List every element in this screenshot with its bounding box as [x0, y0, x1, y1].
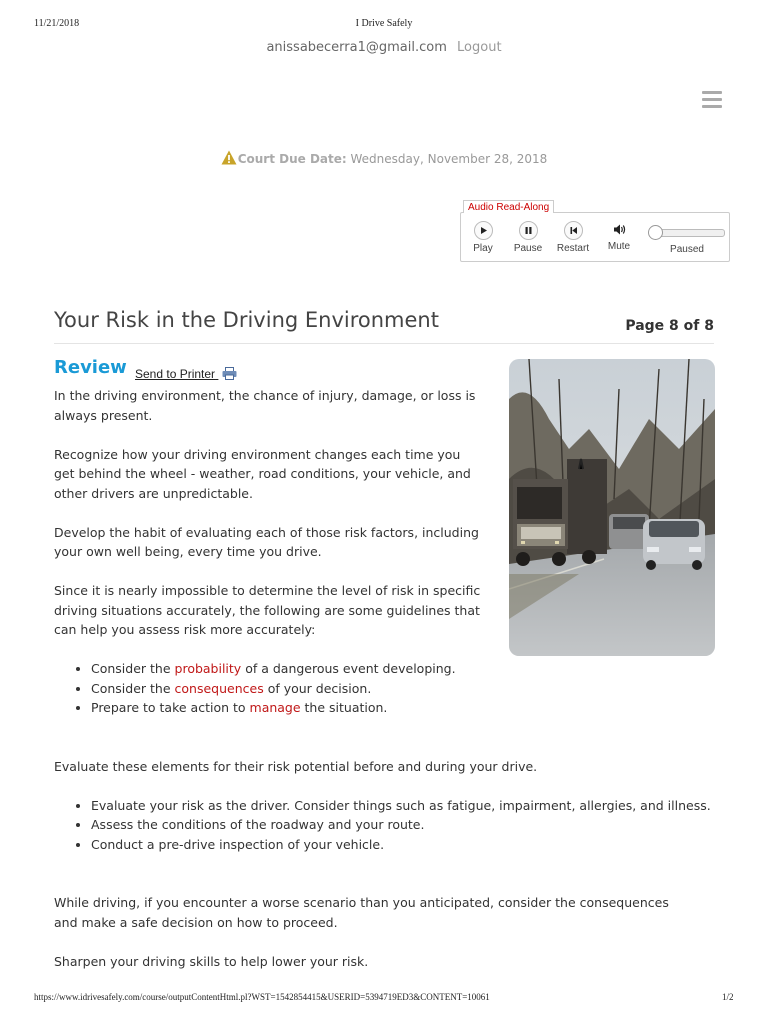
paragraph: In the driving environment, the chance of injury, damage, or loss is always present. [54, 388, 476, 423]
list-item: • Evaluate your risk as the driver. Consider things such as fatigue, impairment, allergies, and illness. [91, 796, 751, 816]
print-footer-page: 1/2 [722, 992, 734, 1002]
mute-button[interactable] [597, 221, 641, 252]
evaluation-list [54, 796, 751, 855]
audio-progress-slider[interactable] [651, 229, 725, 237]
list-item: • Assess the conditions of the roadway and your route. [91, 815, 751, 835]
slider-knob[interactable] [648, 225, 663, 240]
printer-icon[interactable] [222, 367, 237, 383]
send-to-printer-link[interactable] [135, 367, 237, 383]
pause-icon [519, 221, 538, 240]
list-item: • Prepare to take action to manage the situation. [91, 698, 484, 718]
paragraph: While driving, if you encounter a worse scenario than you anticipated, consider the consequences and make a safe decision on how to proceed. [54, 895, 669, 930]
list-item: • Consider the probability of a dangerous event developing. [91, 659, 484, 679]
highlight-term: manage [249, 700, 301, 715]
audio-status: Paused [670, 244, 704, 255]
list-item: • Conduct a pre-drive inspection of your vehicle. [91, 835, 751, 855]
audio-player [460, 202, 730, 262]
guideline-list [54, 659, 484, 718]
paragraph: Evaluate these elements for their risk potential before and during your drive. [54, 758, 538, 774]
warning-icon [221, 150, 237, 168]
court-due-value: Wednesday, November 28, 2018 [350, 152, 548, 166]
page-title: Your Risk in the Driving Environment [54, 308, 439, 332]
mute-icon [611, 221, 628, 238]
paragraph: Develop the habit of evaluating each of those risk factors, including your own well being, every time you drive. [54, 524, 479, 559]
divider [54, 343, 714, 344]
account-bar [0, 40, 768, 55]
court-due-date [0, 150, 768, 168]
logout-link[interactable]: Logout [457, 40, 502, 55]
lesson-content [54, 386, 711, 991]
highway-truck-photo [509, 359, 715, 656]
page-indicator: Page 8 of 8 [625, 318, 714, 334]
highlight-term: probability [174, 661, 242, 676]
list-item: • Consider the consequences of your decision. [91, 679, 484, 699]
play-button[interactable] [461, 221, 505, 254]
send-to-printer-label: Send to Printer [135, 367, 216, 381]
play-label: Play [473, 243, 493, 254]
paragraph: Since it is nearly impossible to determine the level of risk in specific driving situations accurately, the following are some guidelines that can help you assess risk more accurately: [54, 583, 481, 637]
paragraph: Sharpen your driving skills to help lower your risk. [54, 953, 369, 969]
play-icon [474, 221, 493, 240]
court-due-label: Court Due Date: [237, 152, 347, 166]
audio-tab: Audio Read-Along [463, 200, 554, 213]
print-header [0, 18, 768, 32]
paragraph: Recognize how your driving environment changes each time you get behind the wheel - weather, road conditions, your vehicle, and other drivers are unpredictable. [54, 446, 471, 501]
mute-label: Mute [607, 241, 631, 252]
review-heading: Review [54, 357, 127, 378]
restart-button[interactable] [551, 221, 595, 254]
pause-button[interactable] [506, 221, 550, 254]
restart-icon [564, 221, 583, 240]
print-title: I Drive Safely [355, 18, 413, 29]
print-date: 11/21/2018 [34, 18, 80, 29]
pause-label: Pause [513, 243, 543, 254]
highlight-term: consequences [174, 680, 264, 696]
print-footer-url: https://www.idrivesafely.com/course/outputContentHtml.pl?WST=1542854415&USERID=5394719ED3&CONTENT=10061 [34, 992, 490, 1002]
user-email: anissabecerra1@gmail.com [266, 40, 447, 55]
hamburger-icon[interactable] [702, 91, 722, 109]
restart-label: Restart [556, 243, 590, 254]
